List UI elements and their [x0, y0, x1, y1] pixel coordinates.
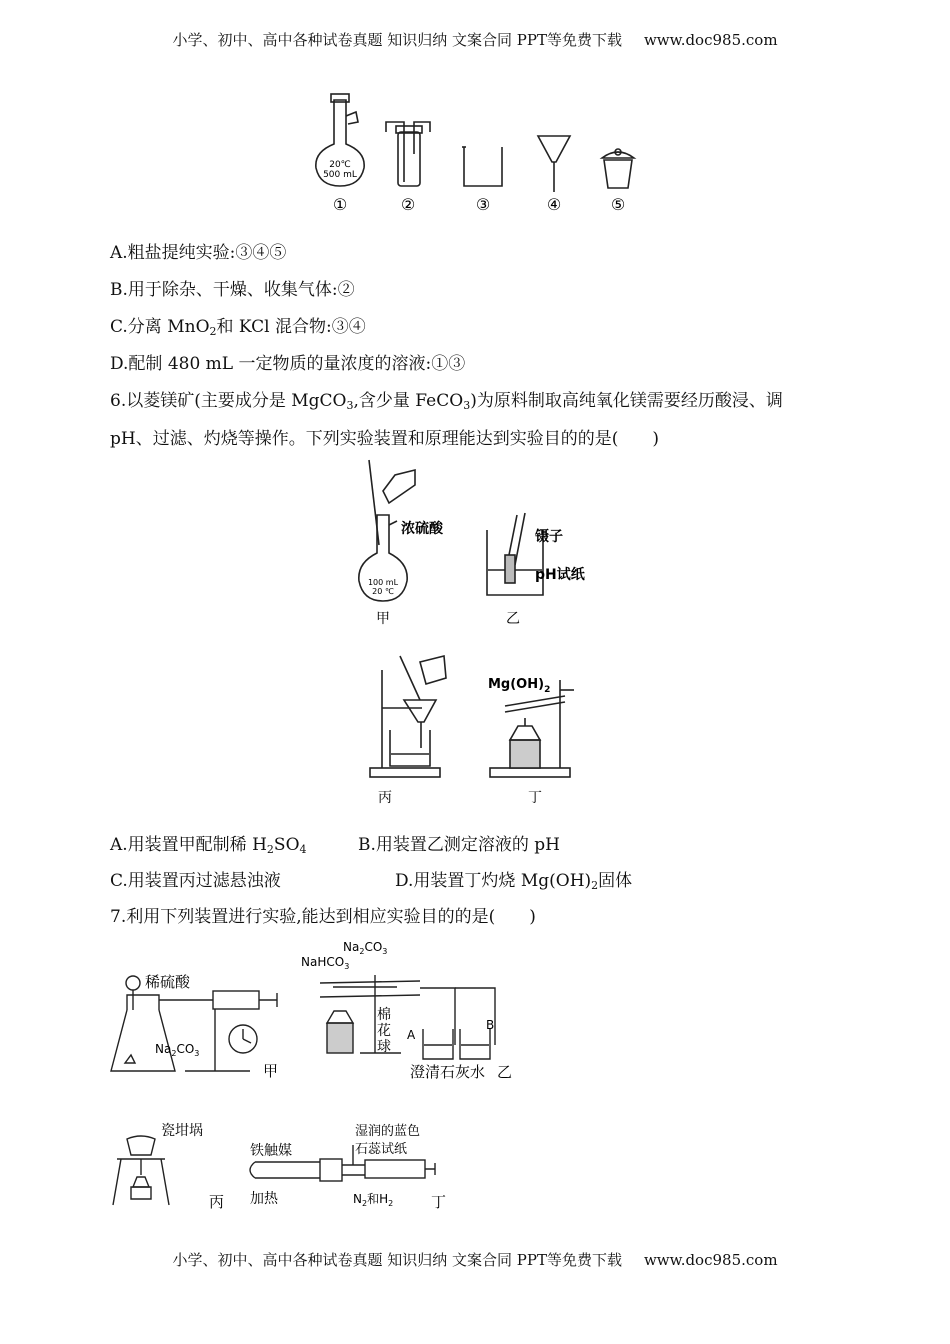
jia-name: 甲	[263, 1062, 279, 1080]
q6-stem-line-2: pH、过滤、灼烧等操作。下列实验装置和原理能达到实验目的的是( )	[110, 429, 659, 449]
yi-na2co3-label: $Na_2CO_3$	[343, 940, 388, 956]
q7-figure-top	[105, 935, 525, 1085]
q6-option-b: B.用装置乙测定溶液的 pH	[358, 835, 561, 855]
flask-text-1: 20℃	[329, 160, 351, 170]
bing-name: 丙	[209, 1193, 225, 1211]
q5-apparatus-figure	[300, 92, 660, 217]
yi-name: 乙	[506, 611, 520, 627]
crucible-heating-icon	[113, 1136, 169, 1205]
header-text: 小学、初中、高中各种试卷真题 知识归纳 文案合同 PPT等免费下载	[172, 31, 622, 49]
q6-option-c: C.用装置丙过滤悬浊液	[110, 871, 281, 891]
q5-option-b: B.用于除杂、干燥、收集气体:②	[110, 280, 355, 300]
decomposition-apparatus-icon	[320, 975, 495, 1059]
heating-apparatus-icon	[490, 680, 574, 777]
q5-option-a: A.粗盐提纯实验:③④⑤	[110, 243, 287, 263]
jia-flask-text-1: 100 mL	[367, 578, 399, 587]
yi-cotton-2: 花	[377, 1023, 391, 1039]
label-4: ④	[546, 195, 562, 214]
gas-washing-bottle-icon	[386, 122, 430, 186]
q5-option-c: C.分离 MnO$_2$和 KCl 混合物:③④	[110, 317, 366, 338]
label-5: ⑤	[610, 195, 626, 214]
jia-acid-label: 浓硫酸	[401, 521, 443, 537]
jia-name: 甲	[376, 611, 390, 627]
yi-tweezers-label: 镊子	[535, 529, 563, 545]
yi-b-label: B	[486, 1018, 495, 1032]
ding-name: 丁	[431, 1193, 447, 1211]
q6-option-d: D.用装置丁灼烧 $Mg(OH)_2$固体	[395, 871, 633, 892]
header-site: www.doc985.com	[643, 31, 778, 49]
ding-paper-label-2: 石蕊试纸	[355, 1142, 408, 1157]
filtration-stand-icon	[370, 656, 446, 777]
bing-crucible-label: 瓷坩埚	[161, 1123, 203, 1139]
yi-name: 乙	[497, 1063, 513, 1081]
jia-flask-text-2: 20 ℃	[372, 587, 394, 596]
yi-cotton-3: 球	[377, 1039, 391, 1055]
q6-figure-bottom	[360, 650, 610, 805]
footer-site: www.doc985.com	[643, 1251, 778, 1269]
q6-figure-top	[355, 455, 605, 630]
q7-figure-bottom	[105, 1115, 465, 1215]
yi-a-label: A	[407, 1028, 416, 1042]
q7-stem: 7.利用下列装置进行实验,能达到相应实验目的的是( )	[110, 907, 536, 927]
page-footer	[0, 1249, 950, 1270]
yi-ph-paper-label: pH试纸	[535, 567, 585, 583]
footer-text: 小学、初中、高中各种试卷真题 知识归纳 文案合同 PPT等免费下载	[172, 1251, 622, 1269]
bing-name: 丙	[378, 790, 392, 805]
label-1: ①	[332, 195, 348, 214]
jia-na2co3-label: $Na_2CO_3$	[155, 1042, 200, 1058]
ding-name: 丁	[528, 790, 542, 805]
q6-stem-line-1: 6.以菱镁矿(主要成分是 MgCO$_3$,含少量 FeCO$_3$)为原料制取高纯氧化镁需要经历酸浸、调	[110, 391, 783, 412]
crucible-icon	[602, 149, 634, 188]
flask-text-2: 500 mL	[323, 170, 357, 180]
ding-heat-label: 加热	[250, 1191, 278, 1207]
q5-option-d: D.配制 480 mL 一定物质的量浓度的溶液:①③	[110, 354, 466, 374]
label-2: ②	[400, 195, 416, 214]
ding-gas-label: $N_2$和$H_2$	[353, 1192, 394, 1208]
ding-catalyst-label: 铁触媒	[250, 1143, 292, 1159]
beaker-icon	[462, 147, 502, 186]
yi-lime-label: 澄清石灰水	[410, 1063, 486, 1081]
page-header	[0, 29, 950, 50]
yi-cotton-1: 棉	[377, 1007, 391, 1023]
q6-option-a: A.用装置甲配制稀 $H_2SO_4$	[110, 835, 307, 856]
jia-acid-label: 稀硫酸	[145, 973, 191, 991]
ding-mgoh2-label: $Mg(OH)_2$	[488, 677, 551, 695]
yi-nahco3-label: NaHCO$_3$	[301, 955, 350, 971]
funnel-icon	[538, 136, 570, 192]
ding-paper-label-1: 湿润的蓝色	[355, 1124, 421, 1139]
label-3: ③	[475, 195, 491, 214]
